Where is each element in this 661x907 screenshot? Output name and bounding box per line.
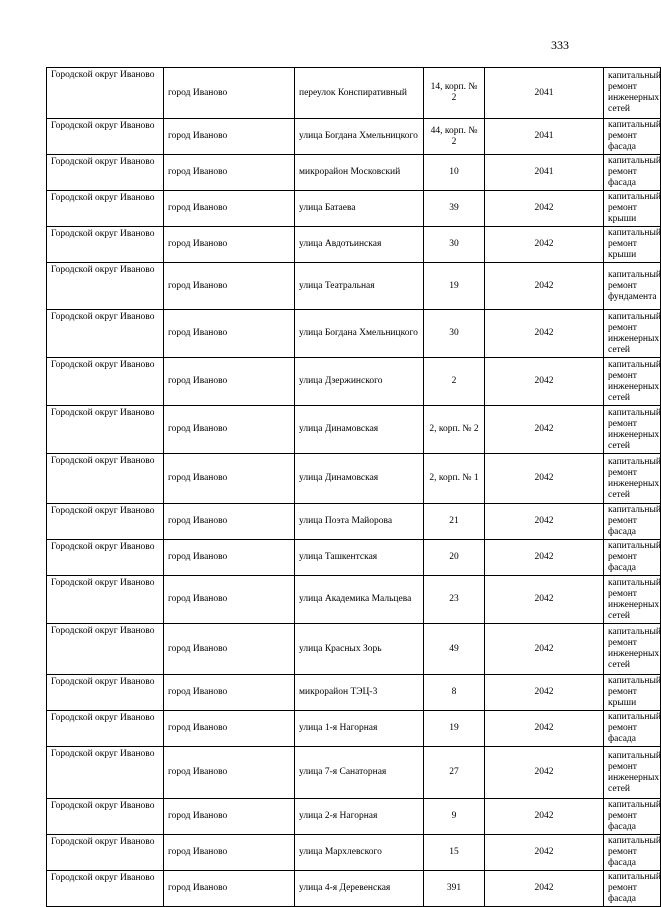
- city-text: город Иваново: [168, 594, 228, 604]
- work-type-text: капитальный ремонт крыши: [608, 192, 661, 224]
- house-number-cell: [424, 504, 485, 540]
- work-type-cell: [604, 540, 661, 576]
- street-cell: [295, 454, 424, 504]
- year-text: 2042: [534, 376, 554, 386]
- district-cell: [47, 227, 164, 263]
- table-row: [47, 119, 661, 155]
- work-type-text: капитальный ремонт фасада: [608, 712, 661, 744]
- work-type-text: капитальный ремонт фасада: [608, 120, 661, 152]
- house-number-text: 15: [449, 847, 459, 857]
- year-cell: [485, 68, 604, 119]
- year-text: 2042: [534, 643, 554, 654]
- work-type-text: капитальный ремонт крыши: [608, 228, 661, 260]
- house-number-text: 30: [449, 239, 459, 249]
- year-text: 2041: [534, 131, 554, 141]
- year-text: 2042: [534, 811, 554, 821]
- work-type-cell: [604, 711, 661, 747]
- street-cell: [295, 263, 424, 310]
- district-cell: [47, 871, 164, 907]
- table-row: [47, 624, 661, 675]
- district-text: Городской округ Иваново: [51, 713, 155, 723]
- city-text: город Иваново: [168, 883, 228, 893]
- city-cell: [164, 263, 295, 310]
- district-text: Городской округ Иваново: [51, 677, 155, 687]
- city-cell: [164, 799, 295, 835]
- street-cell: [295, 871, 424, 907]
- district-text: Городской округ Иваново: [51, 506, 155, 516]
- city-text: город Иваново: [168, 552, 228, 562]
- district-cell: [47, 624, 164, 675]
- city-cell: [164, 504, 295, 540]
- house-number-text: 23: [449, 594, 459, 604]
- year-text: 2042: [534, 516, 554, 526]
- city-text: город Иваново: [168, 516, 228, 526]
- city-text: город Иваново: [168, 87, 228, 98]
- district-cell: [47, 540, 164, 576]
- district-cell: [47, 835, 164, 871]
- house-number-cell: [424, 835, 485, 871]
- district-cell: [47, 675, 164, 711]
- district-text: Городской округ Иваново: [51, 626, 155, 636]
- table-row: [47, 406, 661, 454]
- city-cell: [164, 711, 295, 747]
- work-type-cell: [604, 68, 661, 119]
- district-text: Городской округ Иваново: [51, 312, 155, 322]
- street-text: улица 1-я Нагорная: [299, 723, 378, 733]
- year-text: 2042: [534, 280, 554, 291]
- work-type-text: капитальный ремонт инженерных сетей: [608, 71, 661, 114]
- work-type-cell: [604, 576, 661, 624]
- year-cell: [485, 835, 604, 871]
- table-row: [47, 68, 661, 119]
- house-number-text: 19: [449, 280, 459, 291]
- work-type-text: капитальный ремонт инженерных сетей: [608, 311, 661, 355]
- work-type-cell: [604, 155, 661, 191]
- house-number-cell: [424, 540, 485, 576]
- street-text: микрорайон Московский: [299, 167, 401, 177]
- work-type-cell: [604, 310, 661, 358]
- house-number-text: 27: [449, 767, 459, 777]
- year-cell: [485, 871, 604, 907]
- page-number: 333: [551, 38, 569, 52]
- work-type-text: капитальный ремонт инженерных сетей: [608, 577, 661, 621]
- house-number-cell: [424, 747, 485, 799]
- year-text: 2042: [534, 723, 554, 733]
- city-text: город Иваново: [168, 424, 228, 434]
- house-number-cell: [424, 711, 485, 747]
- district-text: Городской округ Иваново: [51, 837, 155, 847]
- work-type-text: капитальный ремонт фундамента: [608, 269, 661, 302]
- street-text: улица Богдана Хмельницкого: [299, 328, 418, 338]
- street-cell: [295, 576, 424, 624]
- year-text: 2041: [534, 167, 554, 177]
- city-cell: [164, 119, 295, 155]
- street-cell: [295, 310, 424, 358]
- city-cell: [164, 310, 295, 358]
- work-type-text: капитальный ремонт фасада: [608, 156, 661, 188]
- district-cell: [47, 406, 164, 454]
- year-text: 2042: [534, 594, 554, 604]
- house-number-text: 2: [451, 376, 457, 386]
- table-row: [47, 454, 661, 504]
- street-cell: [295, 835, 424, 871]
- table-row: [47, 310, 661, 358]
- year-text: 2042: [534, 328, 554, 338]
- street-text: улица Поэта Майорова: [299, 516, 393, 526]
- city-cell: [164, 576, 295, 624]
- city-cell: [164, 227, 295, 263]
- year-cell: [485, 675, 604, 711]
- city-text: город Иваново: [168, 280, 228, 291]
- house-number-text: 21: [449, 516, 459, 526]
- street-text: улица Театральная: [299, 280, 375, 291]
- work-type-cell: [604, 406, 661, 454]
- house-number-text: 10: [449, 167, 459, 177]
- city-cell: [164, 191, 295, 227]
- table-row: [47, 540, 661, 576]
- year-cell: [485, 406, 604, 454]
- year-cell: [485, 711, 604, 747]
- street-cell: [295, 358, 424, 406]
- city-cell: [164, 68, 295, 119]
- year-text: 2042: [534, 687, 554, 697]
- house-number-cell: [424, 871, 485, 907]
- district-text: Городской округ Иваново: [51, 801, 155, 811]
- house-number-cell: [424, 624, 485, 675]
- year-cell: [485, 310, 604, 358]
- work-type-cell: [604, 454, 661, 504]
- work-type-cell: [604, 358, 661, 406]
- street-text: улица Ташкентская: [299, 552, 378, 562]
- work-type-cell: [604, 675, 661, 711]
- city-text: город Иваново: [168, 767, 228, 777]
- district-text: Городской округ Иваново: [51, 121, 155, 131]
- city-cell: [164, 358, 295, 406]
- city-text: город Иваново: [168, 328, 228, 338]
- house-number-cell: [424, 227, 485, 263]
- work-type-cell: [604, 799, 661, 835]
- house-number-cell: [424, 358, 485, 406]
- street-text: улица Батаева: [299, 203, 356, 213]
- city-text: город Иваново: [168, 203, 228, 213]
- city-cell: [164, 454, 295, 504]
- table-row: [47, 191, 661, 227]
- work-type-text: капитальный ремонт инженерных сетей: [608, 750, 661, 794]
- table-row: [47, 576, 661, 624]
- district-cell: [47, 454, 164, 504]
- street-cell: [295, 119, 424, 155]
- district-cell: [47, 191, 164, 227]
- year-cell: [485, 747, 604, 799]
- city-cell: [164, 406, 295, 454]
- city-cell: [164, 540, 295, 576]
- house-number-cell: [424, 576, 485, 624]
- house-number-text: 49: [449, 643, 459, 654]
- city-text: город Иваново: [168, 811, 228, 821]
- table-row: [47, 227, 661, 263]
- year-text: 2042: [534, 203, 554, 213]
- year-cell: [485, 576, 604, 624]
- house-number-cell: [424, 406, 485, 454]
- work-type-text: капитальный ремонт фасада: [608, 541, 661, 573]
- repair-schedule-table: [46, 67, 661, 907]
- district-text: Городской округ Иваново: [51, 157, 155, 167]
- district-text: Городской округ Иваново: [51, 542, 155, 552]
- city-text: город Иваново: [168, 473, 228, 483]
- work-type-cell: [604, 191, 661, 227]
- city-cell: [164, 747, 295, 799]
- street-text: улица Красных Зорь: [299, 643, 382, 654]
- district-text: Городской округ Иваново: [51, 193, 155, 203]
- district-cell: [47, 263, 164, 310]
- street-text: улица Мархлевского: [299, 847, 382, 857]
- district-cell: [47, 747, 164, 799]
- year-text: 2042: [534, 883, 554, 893]
- table-body: [47, 68, 661, 907]
- year-cell: [485, 358, 604, 406]
- street-text: улица Динамовская: [299, 424, 379, 434]
- street-text: улица Дзержинского: [299, 376, 383, 386]
- district-cell: [47, 576, 164, 624]
- street-cell: [295, 68, 424, 119]
- table-row: [47, 799, 661, 835]
- house-number-cell: [424, 799, 485, 835]
- city-cell: [164, 675, 295, 711]
- year-text: 2042: [534, 767, 554, 777]
- house-number-text: 44, корп. № 2: [430, 125, 478, 147]
- city-cell: [164, 835, 295, 871]
- house-number-text: 14, корп. № 2: [430, 82, 478, 103]
- street-text: улица Богдана Хмельницкого: [299, 131, 418, 141]
- year-text: 2041: [534, 87, 554, 98]
- table-row: [47, 871, 661, 907]
- street-cell: [295, 711, 424, 747]
- work-type-text: капитальный ремонт фасада: [608, 872, 661, 904]
- street-text: микрорайон ТЭЦ-3: [299, 687, 378, 697]
- work-type-cell: [604, 504, 661, 540]
- year-text: 2042: [534, 473, 554, 483]
- house-number-text: 9: [451, 811, 457, 821]
- year-text: 2042: [534, 239, 554, 249]
- house-number-cell: [424, 155, 485, 191]
- house-number-text: 30: [449, 328, 459, 338]
- year-cell: [485, 263, 604, 310]
- district-cell: [47, 799, 164, 835]
- city-text: город Иваново: [168, 167, 228, 177]
- street-text: улица 2-я Нагорная: [299, 811, 378, 821]
- year-cell: [485, 119, 604, 155]
- street-cell: [295, 675, 424, 711]
- street-cell: [295, 191, 424, 227]
- district-cell: [47, 68, 164, 119]
- table-row: [47, 675, 661, 711]
- year-cell: [485, 155, 604, 191]
- district-text: Городской округ Иваново: [51, 873, 155, 883]
- work-type-text: капитальный ремонт фасада: [608, 836, 661, 868]
- city-cell: [164, 155, 295, 191]
- table-row: [47, 711, 661, 747]
- street-cell: [295, 504, 424, 540]
- house-number-text: 2, корп. № 1: [429, 473, 479, 483]
- street-cell: [295, 799, 424, 835]
- city-text: город Иваново: [168, 847, 228, 857]
- street-cell: [295, 227, 424, 263]
- table-row: [47, 835, 661, 871]
- city-text: город Иваново: [168, 131, 228, 141]
- district-text: Городской округ Иваново: [51, 229, 155, 239]
- house-number-text: 20: [449, 552, 459, 562]
- city-text: город Иваново: [168, 723, 228, 733]
- district-cell: [47, 358, 164, 406]
- house-number-cell: [424, 119, 485, 155]
- work-type-cell: [604, 871, 661, 907]
- city-cell: [164, 624, 295, 675]
- district-cell: [47, 310, 164, 358]
- city-text: город Иваново: [168, 239, 228, 249]
- street-cell: [295, 624, 424, 675]
- table-row: [47, 504, 661, 540]
- street-text: улица Авдотьинская: [299, 239, 382, 249]
- street-text: улица Динамовская: [299, 473, 379, 483]
- work-type-text: капитальный ремонт инженерных сетей: [608, 456, 661, 500]
- work-type-text: капитальный ремонт инженерных сетей: [608, 627, 661, 670]
- work-type-cell: [604, 119, 661, 155]
- work-type-cell: [604, 747, 661, 799]
- work-type-text: капитальный ремонт фасада: [608, 505, 661, 537]
- year-cell: [485, 540, 604, 576]
- work-type-cell: [604, 227, 661, 263]
- house-number-cell: [424, 68, 485, 119]
- district-text: Городской округ Иваново: [51, 360, 155, 370]
- table-row: [47, 747, 661, 799]
- house-number-text: 391: [446, 883, 462, 893]
- street-text: переулок Конспиративный: [299, 87, 407, 98]
- year-text: 2042: [534, 552, 554, 562]
- year-text: 2042: [534, 847, 554, 857]
- table-row: [47, 155, 661, 191]
- street-cell: [295, 406, 424, 454]
- work-type-text: капитальный ремонт инженерных сетей: [608, 407, 661, 451]
- house-number-text: 2, корп. № 2: [429, 424, 479, 434]
- table-row: [47, 358, 661, 406]
- street-cell: [295, 747, 424, 799]
- district-text: Городской округ Иваново: [51, 578, 155, 588]
- work-type-text: капитальный ремонт фасада: [608, 800, 661, 832]
- year-cell: [485, 504, 604, 540]
- district-cell: [47, 119, 164, 155]
- house-number-cell: [424, 454, 485, 504]
- district-text: Городской округ Иваново: [51, 265, 155, 275]
- district-text: Городской округ Иваново: [51, 749, 155, 759]
- house-number-cell: [424, 191, 485, 227]
- house-number-text: 8: [451, 687, 457, 697]
- work-type-cell: [604, 263, 661, 310]
- house-number-text: 39: [449, 203, 459, 213]
- year-cell: [485, 624, 604, 675]
- street-cell: [295, 540, 424, 576]
- city-cell: [164, 871, 295, 907]
- work-type-text: капитальный ремонт крыши: [608, 676, 661, 708]
- house-number-cell: [424, 263, 485, 310]
- city-text: город Иваново: [168, 643, 228, 654]
- city-text: город Иваново: [168, 687, 228, 697]
- district-cell: [47, 504, 164, 540]
- district-cell: [47, 711, 164, 747]
- city-text: город Иваново: [168, 376, 228, 386]
- year-cell: [485, 227, 604, 263]
- work-type-cell: [604, 835, 661, 871]
- house-number-cell: [424, 675, 485, 711]
- house-number-text: 19: [449, 723, 459, 733]
- street-text: улица 4-я Деревенская: [299, 883, 391, 893]
- house-number-cell: [424, 310, 485, 358]
- district-text: Городской округ Иваново: [51, 70, 155, 80]
- district-cell: [47, 155, 164, 191]
- year-text: 2042: [534, 424, 554, 434]
- street-text: улица 7-я Санаторная: [299, 767, 387, 777]
- work-type-text: капитальный ремонт инженерных сетей: [608, 359, 661, 403]
- district-text: Городской округ Иваново: [51, 456, 155, 466]
- street-text: улица Академика Мальцева: [299, 594, 412, 604]
- district-text: Городской округ Иваново: [51, 408, 155, 418]
- table-row: [47, 263, 661, 310]
- street-cell: [295, 155, 424, 191]
- year-cell: [485, 191, 604, 227]
- year-cell: [485, 454, 604, 504]
- work-type-cell: [604, 624, 661, 675]
- year-cell: [485, 799, 604, 835]
